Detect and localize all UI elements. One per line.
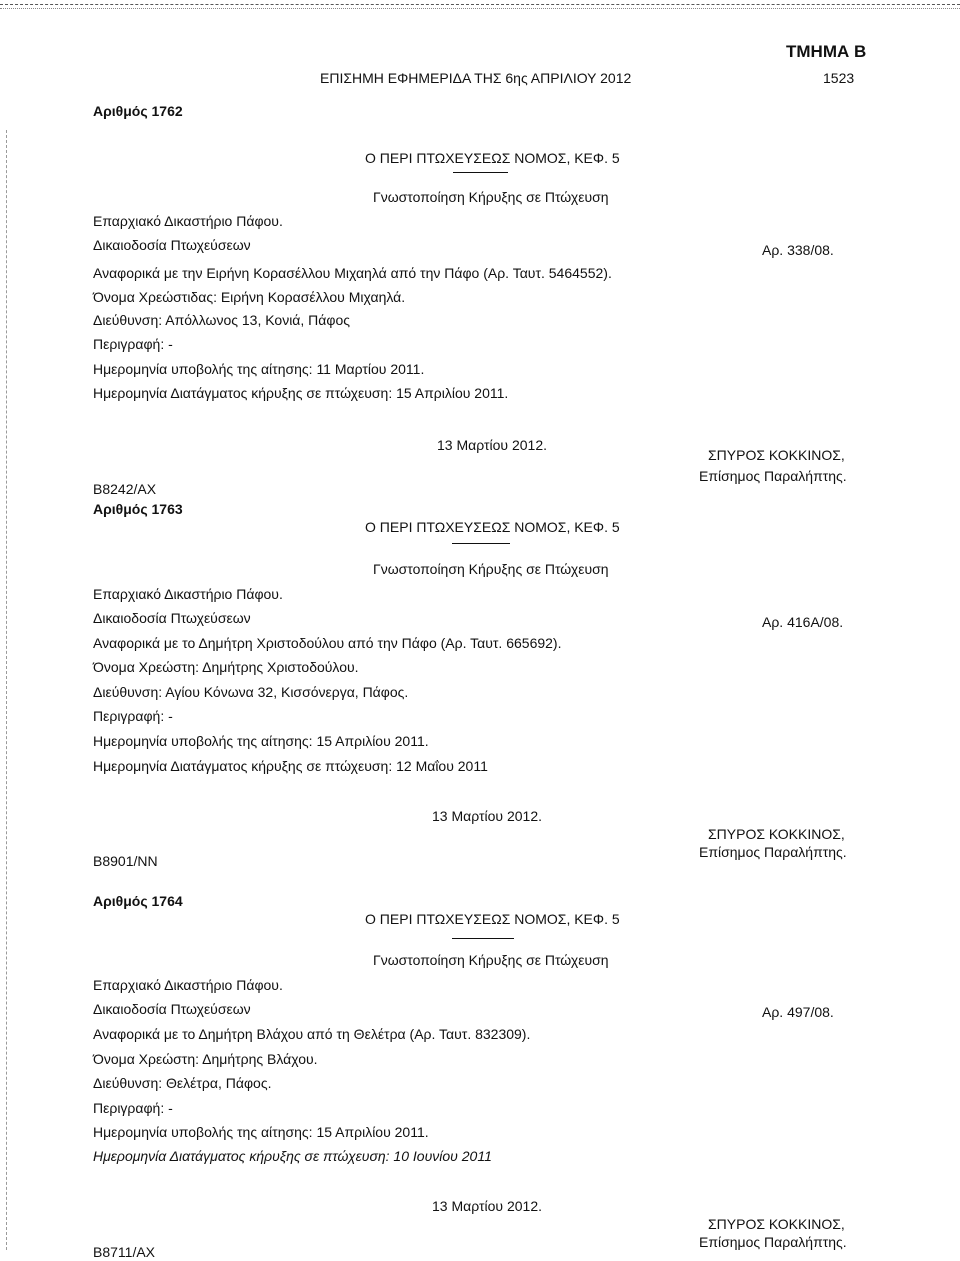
court-name: Επαρχιακό Δικαστήριο Πάφου. <box>93 977 283 993</box>
reference-code: Β8242/ΑΧ <box>93 481 157 497</box>
notice-subtitle: Γνωστοποίηση Κήρυξης σε Πτώχευση <box>373 561 609 577</box>
notice-subtitle: Γνωστοποίηση Κήρυξης σε Πτώχευση <box>373 189 609 205</box>
reference-line: Αναφορικά με την Ειρήνη Κορασέλλου Μιχαηλά από την Πάφο (Αρ. Ταυτ. 5464552). <box>93 265 612 281</box>
signatory-title: Επίσημος Παραλήπτης. <box>699 844 847 860</box>
title-rule <box>453 172 508 173</box>
signed-date: 13 Μαρτίου 2012. <box>432 808 542 824</box>
top-border-rule <box>0 4 960 5</box>
title-rule <box>452 938 514 939</box>
order-date: Ημερομηνία Διατάγματος κήρυξης σε πτώχευση: 12 Μαΐου 2011 <box>93 758 488 774</box>
jurisdiction: Δικαιοδοσία Πτωχεύσεων <box>93 237 251 253</box>
law-title: Ο ΠΕΡΙ ΠΤΩΧΕΥΣΕΩΣ ΝΟΜΟΣ, ΚΕΦ. 5 <box>365 519 620 535</box>
description: Περιγραφή: - <box>93 1100 173 1116</box>
reference-line: Αναφορικά με το Δημήτρη Χριστοδούλου από την Πάφο (Αρ. Ταυτ. 665692). <box>93 635 562 651</box>
debtor-name: Όνομα Χρεώστιδας: Ειρήνη Κορασέλλου Μιχαηλά. <box>93 289 406 305</box>
filing-date: Ημερομηνία υποβολής της αίτησης: 11 Μαρτίου 2011. <box>93 361 425 377</box>
signatory-title: Επίσημος Παραλήπτης. <box>699 1234 847 1250</box>
signatory-title: Επίσημος Παραλήπτης. <box>699 468 847 484</box>
court-name: Επαρχιακό Δικαστήριο Πάφου. <box>93 586 283 602</box>
court-name: Επαρχιακό Δικαστήριο Πάφου. <box>93 213 283 229</box>
order-date: Ημερομηνία Διατάγματος κήρυξης σε πτώχευση: 10 Ιουνίου 2011 <box>93 1148 492 1164</box>
description: Περιγραφή: - <box>93 336 173 352</box>
order-date: Ημερομηνία Διατάγματος κήρυξης σε πτώχευση: 15 Απριλίου 2011. <box>93 385 509 401</box>
debtor-name: Όνομα Χρεώστη: Δημήτρης Χριστοδούλου. <box>93 659 359 675</box>
filing-date: Ημερομηνία υποβολής της αίτησης: 15 Απριλίου 2011. <box>93 1124 429 1140</box>
case-number: Αρ. 338/08. <box>762 242 834 258</box>
notice-number: Αριθμός 1763 <box>93 501 183 517</box>
jurisdiction: Δικαιοδοσία Πτωχεύσεων <box>93 1001 251 1017</box>
case-number: Αρ. 416Α/08. <box>762 614 844 630</box>
law-title: Ο ΠΕΡΙ ΠΤΩΧΕΥΣΕΩΣ ΝΟΜΟΣ, ΚΕΦ. 5 <box>365 911 620 927</box>
debtor-address: Διεύθυνση: Θελέτρα, Πάφος. <box>93 1075 272 1091</box>
top-border-rule-secondary <box>0 8 960 9</box>
signed-date: 13 Μαρτίου 2012. <box>437 437 547 453</box>
jurisdiction: Δικαιοδοσία Πτωχεύσεων <box>93 610 251 626</box>
law-title: Ο ΠΕΡΙ ΠΤΩΧΕΥΣΕΩΣ ΝΟΜΟΣ, ΚΕΦ. 5 <box>365 150 620 166</box>
section-label: ΤΜΗΜΑ Β <box>786 42 867 61</box>
gazette-title: ΕΠΙΣΗΜΗ ΕΦΗΜΕΡΙΔΑ ΤΗΣ 6ης ΑΠΡΙΛΙΟΥ 2012 <box>320 70 632 86</box>
description: Περιγραφή: - <box>93 708 173 724</box>
notice-number: Αριθμός 1762 <box>93 103 183 119</box>
notice-subtitle: Γνωστοποίηση Κήρυξης σε Πτώχευση <box>373 952 609 968</box>
signatory-name: ΣΠΥΡΟΣ ΚΟΚΚΙΝΟΣ, <box>708 447 845 463</box>
debtor-name: Όνομα Χρεώστη: Δημήτρης Βλάχου. <box>93 1051 318 1067</box>
reference-code: Β8901/ΝΝ <box>93 853 158 869</box>
title-rule <box>452 543 510 544</box>
signatory-name: ΣΠΥΡΟΣ ΚΟΚΚΙΝΟΣ, <box>708 1216 845 1232</box>
signatory-name: ΣΠΥΡΟΣ ΚΟΚΚΙΝΟΣ, <box>708 826 845 842</box>
case-number: Αρ. 497/08. <box>762 1004 834 1020</box>
reference-line: Αναφορικά με το Δημήτρη Βλάχου από τη Θελέτρα (Αρ. Ταυτ. 832309). <box>93 1026 531 1042</box>
left-scan-edge <box>6 130 7 1250</box>
notice-number: Αριθμός 1764 <box>93 893 183 909</box>
filing-date: Ημερομηνία υποβολής της αίτησης: 15 Απριλίου 2011. <box>93 733 429 749</box>
page-number: 1523 <box>823 70 855 86</box>
debtor-address: Διεύθυνση: Απόλλωνος 13, Κονιά, Πάφος <box>93 312 350 328</box>
signed-date: 13 Μαρτίου 2012. <box>432 1198 542 1214</box>
reference-code: Β8711/ΑΧ <box>93 1244 156 1260</box>
debtor-address: Διεύθυνση: Αγίου Κόνωνα 32, Κισσόνεργα, Πάφος. <box>93 684 409 700</box>
